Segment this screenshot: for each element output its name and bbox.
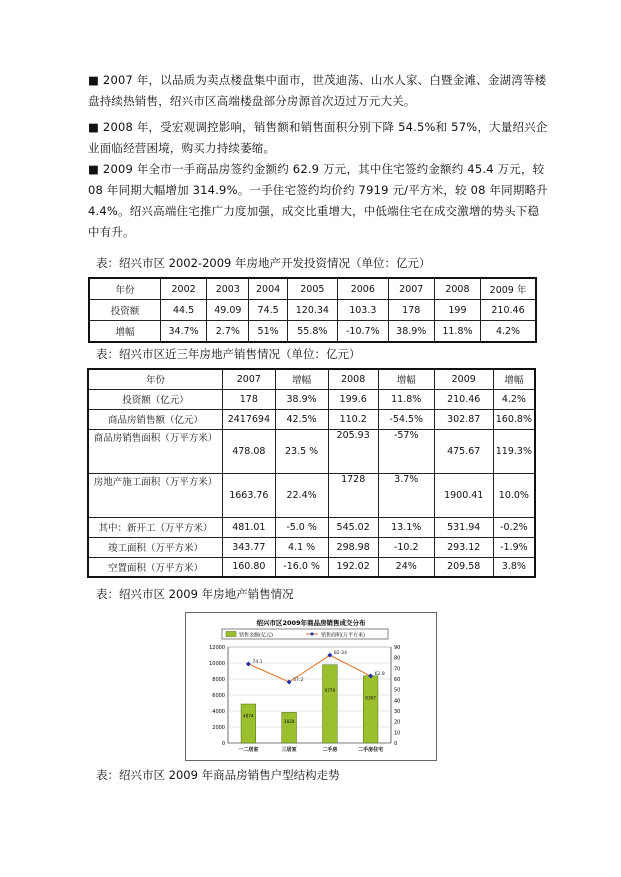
x-tick-label: 三居室 xyxy=(281,747,297,753)
table-row xyxy=(88,473,535,517)
table-cell: 11.8% xyxy=(378,389,434,409)
paragraph-2008: ■ 2008 年，受宏观调控影响，销售额和销售面积分别下降 54.5%和 57%，大量绍兴企业面临经营困境，购买力持续萎缩。 xyxy=(88,120,548,155)
table4-caption: 表：绍兴市区 2009 年商品房销售户型结构走势 xyxy=(96,768,340,782)
sales-chart xyxy=(186,613,436,760)
table-cell: 481.01 xyxy=(223,517,276,537)
line-value-label: 82.34 xyxy=(333,651,348,657)
table-cell: 年份 xyxy=(88,369,223,389)
bar xyxy=(241,704,256,743)
table-cell: 23.5 % xyxy=(275,429,328,473)
table-cell: 44.5 xyxy=(161,300,207,321)
table-cell: 24% xyxy=(378,557,434,577)
table-cell: 4.2% xyxy=(481,321,536,343)
table-cell: 增幅 xyxy=(275,369,328,389)
table-cell: 343.77 xyxy=(223,537,276,557)
table-cell: 空置面积（万平方米） xyxy=(88,557,223,577)
y-left-tick-label: 2000 xyxy=(212,725,225,731)
table-cell: 2003 xyxy=(207,278,249,300)
table-cell: -54.5% xyxy=(378,409,434,429)
paragraph-2009: ■ 2009 年全市一手商品房签约金额约 62.9 万元，其中住宅签约金额约 45.4 万元，较 08 年同期大幅增加 314.9%。一手住宅签约均价约 7919 元/平方米，较 08 年同期略升 4.4%。绍兴高端住宅推广力度加强，成交比重增大，中低端住宅在成交激增的势头下稳中有升。 xyxy=(88,162,548,239)
y-right-tick-label: 30 xyxy=(394,709,401,715)
table-cell: 竣工面积（万平方米） xyxy=(88,537,223,557)
table3-caption: 表：绍兴市区 2009 年房地产销售情况 xyxy=(96,587,294,601)
table-cell: -16.0 % xyxy=(275,557,328,577)
table-row xyxy=(89,300,536,321)
legend-line-label: 销售面积(万平方米) xyxy=(321,632,365,639)
y-right-tick-label: 80 xyxy=(394,655,401,662)
table-row xyxy=(88,409,535,429)
y-left-tick-label: 6000 xyxy=(212,693,225,699)
table-row xyxy=(89,278,536,300)
table-cell: 120.34 xyxy=(287,300,337,321)
table-cell: 22.4% xyxy=(275,473,328,517)
table-cell: -57% xyxy=(378,429,434,473)
table-cell: 298.98 xyxy=(328,537,378,557)
y-left-tick-label: 12000 xyxy=(209,645,225,651)
chart-title: 绍兴市区2009年商品房销售成交分布 xyxy=(256,619,366,627)
table-cell: 2008 xyxy=(328,369,378,389)
y-right-tick-label: 10 xyxy=(394,730,401,737)
paragraph-2007: ■ 2007 年，以品质为卖点楼盘集中面市，世茂迪荡、山水人家、白暨金滩、金湖湾等楼盘持续热销售，绍兴市区高端楼盘部分房源首次迈过万元大关。 xyxy=(88,73,547,108)
table-cell: -10.2 xyxy=(378,537,434,557)
legend-bar-swatch xyxy=(226,632,236,637)
table-cell: 2005 xyxy=(287,278,337,300)
table-cell: 1728 xyxy=(328,473,378,517)
table-cell: 2.7% xyxy=(207,321,249,343)
table-cell: 478.08 xyxy=(223,429,276,473)
table-cell: 38.9% xyxy=(388,321,434,343)
table-cell: 13.1% xyxy=(378,517,434,537)
y-right-tick-label: 40 xyxy=(394,698,401,705)
table-cell: 4.2% xyxy=(493,389,535,409)
table-cell: 34.7% xyxy=(161,321,207,343)
table-cell: 199.6 xyxy=(328,389,378,409)
y-right-tick-label: 90 xyxy=(394,645,401,651)
table-cell: -5.0 % xyxy=(275,517,328,537)
table-cell: 年份 xyxy=(89,278,161,300)
table-cell: 10.0% xyxy=(493,473,535,517)
table-cell: 投资额（亿元） xyxy=(88,389,223,409)
table-cell: 38.9% xyxy=(275,389,328,409)
investment-table xyxy=(88,277,537,343)
table-cell: 302.87 xyxy=(434,409,493,429)
table-cell: 42.5% xyxy=(275,409,328,429)
x-tick-label: 二手房 xyxy=(322,747,338,753)
table-cell: 11.8% xyxy=(434,321,480,343)
table-cell: 210.46 xyxy=(434,389,493,409)
line-value-label: 62.8 xyxy=(374,672,385,678)
table-cell: -0.2% xyxy=(493,517,535,537)
table-cell: 3.7% xyxy=(378,473,434,517)
table-row xyxy=(89,321,536,343)
sales-table xyxy=(87,368,536,578)
table-cell: 55.8% xyxy=(287,321,337,343)
y-right-tick-label: 60 xyxy=(394,677,401,683)
table-cell: 192.02 xyxy=(328,557,378,577)
table-cell: 2006 xyxy=(337,278,388,300)
bar-value-label: 9779 xyxy=(324,688,336,694)
legend-bar-label: 销售金额(亿元) xyxy=(239,632,273,639)
table-cell: 2004 xyxy=(249,278,287,300)
table-cell: -10.7% xyxy=(337,321,388,343)
table-cell: 51% xyxy=(249,321,287,343)
sales-chart-frame xyxy=(185,612,437,761)
y-right-tick-label: 50 xyxy=(394,687,401,694)
bar xyxy=(282,712,297,743)
y-right-tick-label: 20 xyxy=(394,719,401,726)
table-cell: 210.46 xyxy=(481,300,536,321)
y-left-tick-label: 4000 xyxy=(212,709,225,715)
table-row xyxy=(88,429,535,473)
table-row xyxy=(88,537,535,557)
table-cell: 160.80 xyxy=(223,557,276,577)
table2-caption: 表：绍兴市区近三年房地产销售情况（单位：亿元） xyxy=(96,347,361,361)
y-left-tick-label: 10000 xyxy=(209,661,225,667)
table-cell: 投资额 xyxy=(89,300,161,321)
table-cell: 增幅 xyxy=(493,369,535,389)
y-right-tick-label: 70 xyxy=(394,666,401,673)
y-left-tick-label: 0 xyxy=(221,741,225,747)
table-cell: 2007 xyxy=(223,369,276,389)
line-value-label: 74.1 xyxy=(252,659,263,665)
table-cell: 49.09 xyxy=(207,300,249,321)
table-cell: 房地产施工面积（万平方米） xyxy=(88,473,223,517)
table-cell: 110.2 xyxy=(328,409,378,429)
x-tick-label: 二手房住宅 xyxy=(358,747,384,753)
table-row xyxy=(88,389,535,409)
table-cell: 商品房销售额（亿元） xyxy=(88,409,223,429)
table-cell: 545.02 xyxy=(328,517,378,537)
table-cell: 2008 xyxy=(434,278,480,300)
table-cell: 74.5 xyxy=(249,300,287,321)
table-cell: -1.9% xyxy=(493,537,535,557)
line-value-label: 57.2 xyxy=(293,677,304,683)
table-cell: 293.12 xyxy=(434,537,493,557)
table-cell: 3.8% xyxy=(493,557,535,577)
table-row xyxy=(88,557,535,577)
bar xyxy=(323,665,338,743)
table-cell: 其中：新开工（万平方米） xyxy=(88,517,223,537)
table-cell: 2002 xyxy=(161,278,207,300)
table-cell: 增幅 xyxy=(378,369,434,389)
table-cell: 2007 xyxy=(388,278,434,300)
table-cell: 178 xyxy=(223,389,276,409)
y-right-tick-label: 0 xyxy=(394,741,398,747)
table-cell: 531.94 xyxy=(434,517,493,537)
table-cell: 1663.76 xyxy=(223,473,276,517)
y-left-tick-label: 8000 xyxy=(212,677,225,683)
table-cell: 1900.41 xyxy=(434,473,493,517)
table-cell: 2009 xyxy=(434,369,493,389)
table-row xyxy=(88,517,535,537)
x-tick-label: 一二居室 xyxy=(238,747,259,753)
table-cell: 119.3% xyxy=(493,429,535,473)
table-cell: 103.3 xyxy=(337,300,388,321)
table-cell: 160.8% xyxy=(493,409,535,429)
table-cell: 2417694 xyxy=(223,409,276,429)
table-cell: 475.67 xyxy=(434,429,493,473)
table-cell: 209.58 xyxy=(434,557,493,577)
table-cell: 2009 年 xyxy=(481,278,536,300)
table-cell: 178 xyxy=(388,300,434,321)
table1-caption: 表：绍兴市区 2002-2009 年房地产开发投资情况（单位：亿元） xyxy=(96,256,431,270)
table-cell: 199 xyxy=(434,300,480,321)
bar xyxy=(363,676,378,743)
table-cell: 205.93 xyxy=(328,429,378,473)
table-cell: 商品房销售面积（万平方米） xyxy=(88,429,223,473)
chart-legend xyxy=(222,629,388,639)
bar-value-label: 4874 xyxy=(243,713,254,719)
table-cell: 增幅 xyxy=(89,321,161,343)
table-row xyxy=(88,369,535,389)
bar-value-label: 8397 xyxy=(365,695,376,701)
table-cell: 4.1 % xyxy=(275,537,328,557)
bar-value-label: 3828 xyxy=(283,719,295,725)
